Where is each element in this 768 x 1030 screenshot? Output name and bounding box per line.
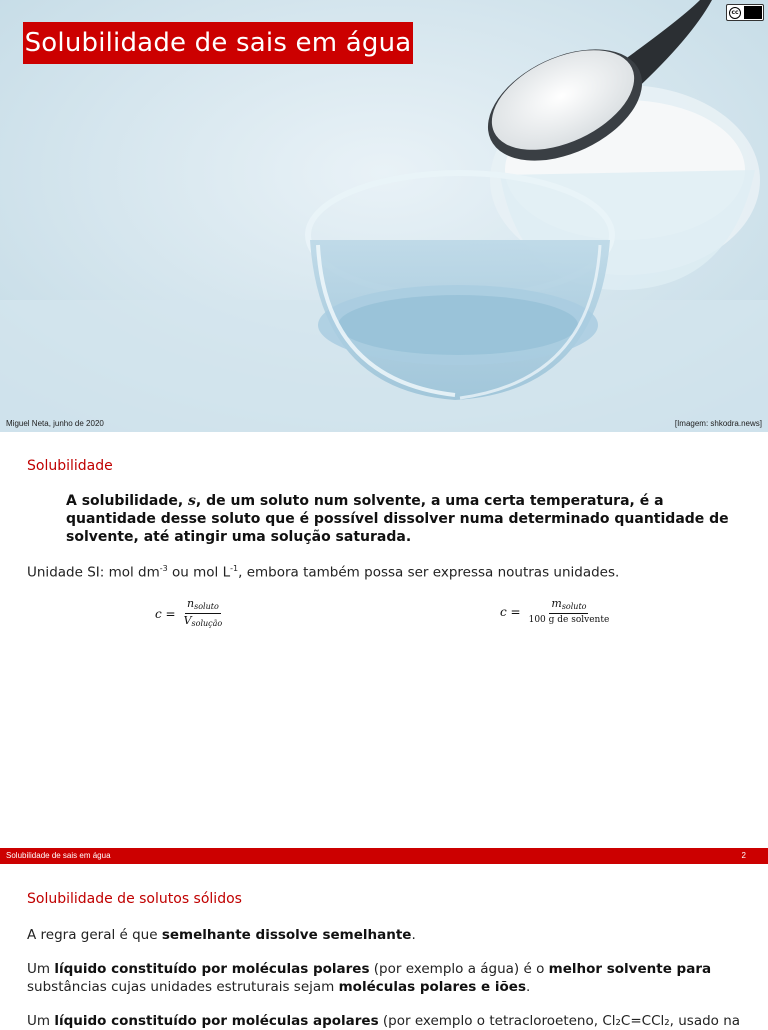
si-unit-line: Unidade SI: mol $dm^{-3}$ ou mol $L^{-1}$, embora também possa ser expressa noutras unidades. [27,564,620,581]
section-heading-solubilidade: Solubilidade [27,458,113,474]
symbol-s: s [188,493,196,509]
image-credit: [Imagem: shkodra.news] [674,419,762,428]
cc-license-icon: cc [726,4,764,21]
page-number: 2 [741,851,746,860]
title-slide-photo [0,0,768,432]
title-banner [23,22,413,64]
formula-mass-per-100g: c = $\frac{m_{soluto}}{\text{100 g de solvente}}$ [500,597,610,625]
author-caption: Miguel Neta, junho de 2020 [6,419,104,428]
salt-and-water-photo [0,0,768,432]
paragraph-apolar-solvent: Um líquido constituído por moléculas apolares (por exemplo o tetracloroeteno, Cl₂C=CCl₂, usado na [27,1013,741,1029]
formula-molar-concentration: c = $\frac{n_{soluto}}{V_{solução}}$ [155,597,223,628]
solubility-definition: A solubilidade, s, de um soluto num solvente, a uma certa temperatura, é a quantidade desse soluto que é possível dissolver numa determinado quantidade de solvente, até atingir uma solução saturada. [66,493,729,545]
paragraph-polar-solvent: Um líquido constituído por moléculas polares (por exemplo a água) é o melhor solvente para substâncias cujas unidades estruturais sejam moléculas polares e iões. [27,961,712,995]
paragraph-general-rule: A regra geral é que semelhante dissolve semelhante. [27,927,416,943]
slide-title: Solubilidade de sais em água [24,28,412,58]
section-heading-solid-solutes: Solubilidade de solutos sólidos [27,891,242,907]
footer-title: Solubilidade de sais em água [6,851,111,860]
slide-footer [0,848,768,864]
